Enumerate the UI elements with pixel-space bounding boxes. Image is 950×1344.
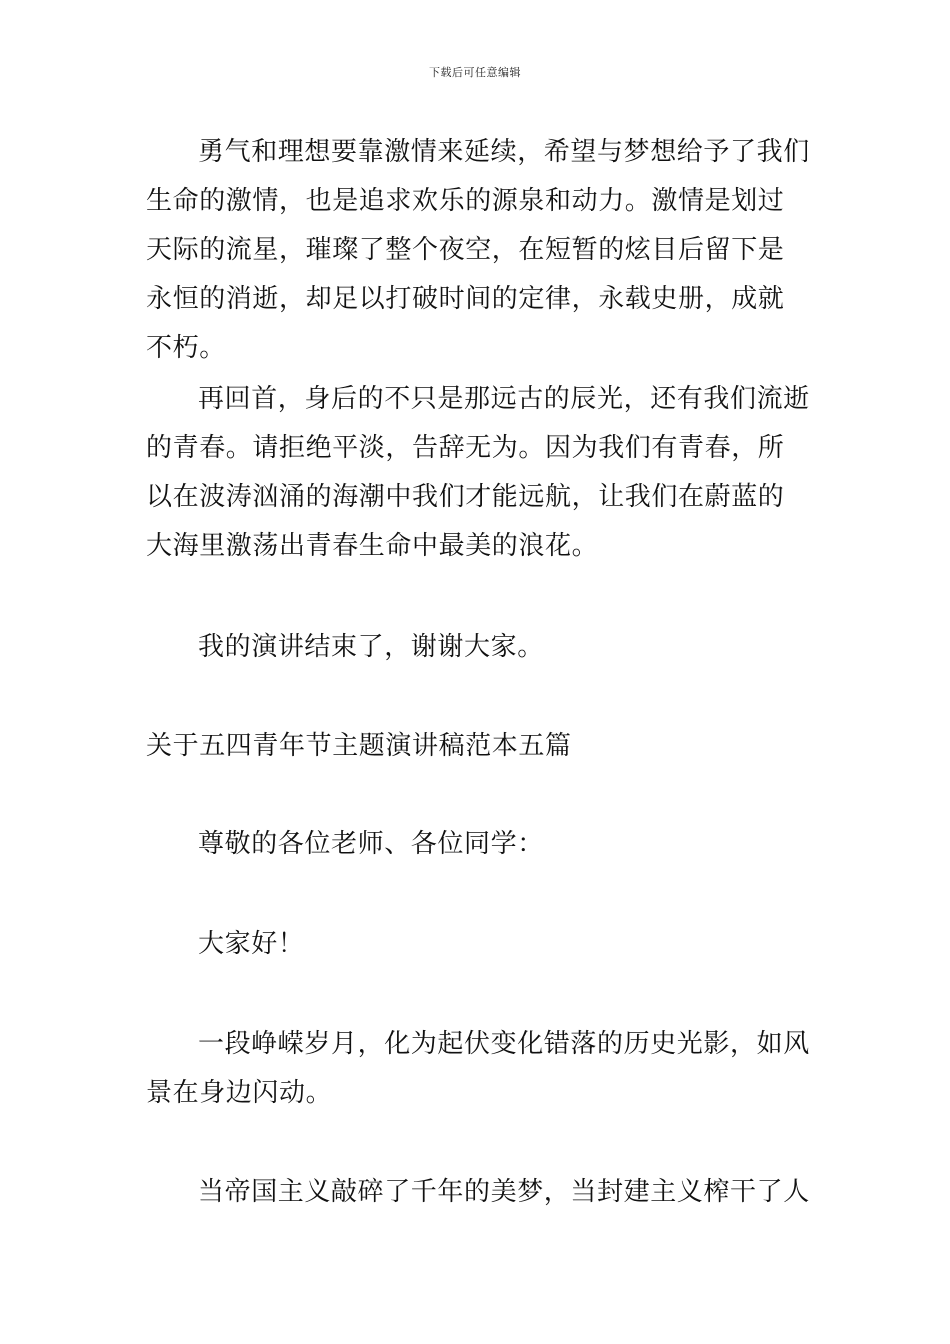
- paragraph-look-back: 再回首，身后的不只是那远古的辰光，还有我们流逝的青春。请拒绝平淡，告辞无为。因为我们有青春，所以在波涛汹涌的海潮中我们才能远航，让我们在蔚蓝的大海里激荡出青春生命中最美的浪花。: [146, 384, 810, 561]
- paragraph-imperialism: 当帝国主义敲碎了千年的美梦，当封建主义榨干了人: [198, 1177, 810, 1207]
- paragraph-closing: 我的演讲结束了，谢谢大家。: [198, 632, 544, 662]
- paragraph-history: 一段峥嵘岁月，化为起伏变化错落的历史光影，如风景在身边闪动。: [146, 1029, 810, 1108]
- paragraph-passion: 勇气和理想要靠激情来延续，希望与梦想给予了我们生命的激情，也是追求欢乐的源泉和动力。激情是划过天际的流星，璀璨了整个夜空，在短暂的炫目后留下是永恒的消逝，却足以打破时间的定律，永载史册，成就不朽。: [146, 137, 810, 363]
- salutation: 尊敬的各位老师、各位同学：: [198, 829, 544, 859]
- page-header-note: 下载后可任意编辑: [429, 66, 521, 79]
- greeting: 大家好！: [198, 929, 305, 959]
- section-title: 关于五四青年节主题演讲稿范本五篇: [146, 731, 572, 761]
